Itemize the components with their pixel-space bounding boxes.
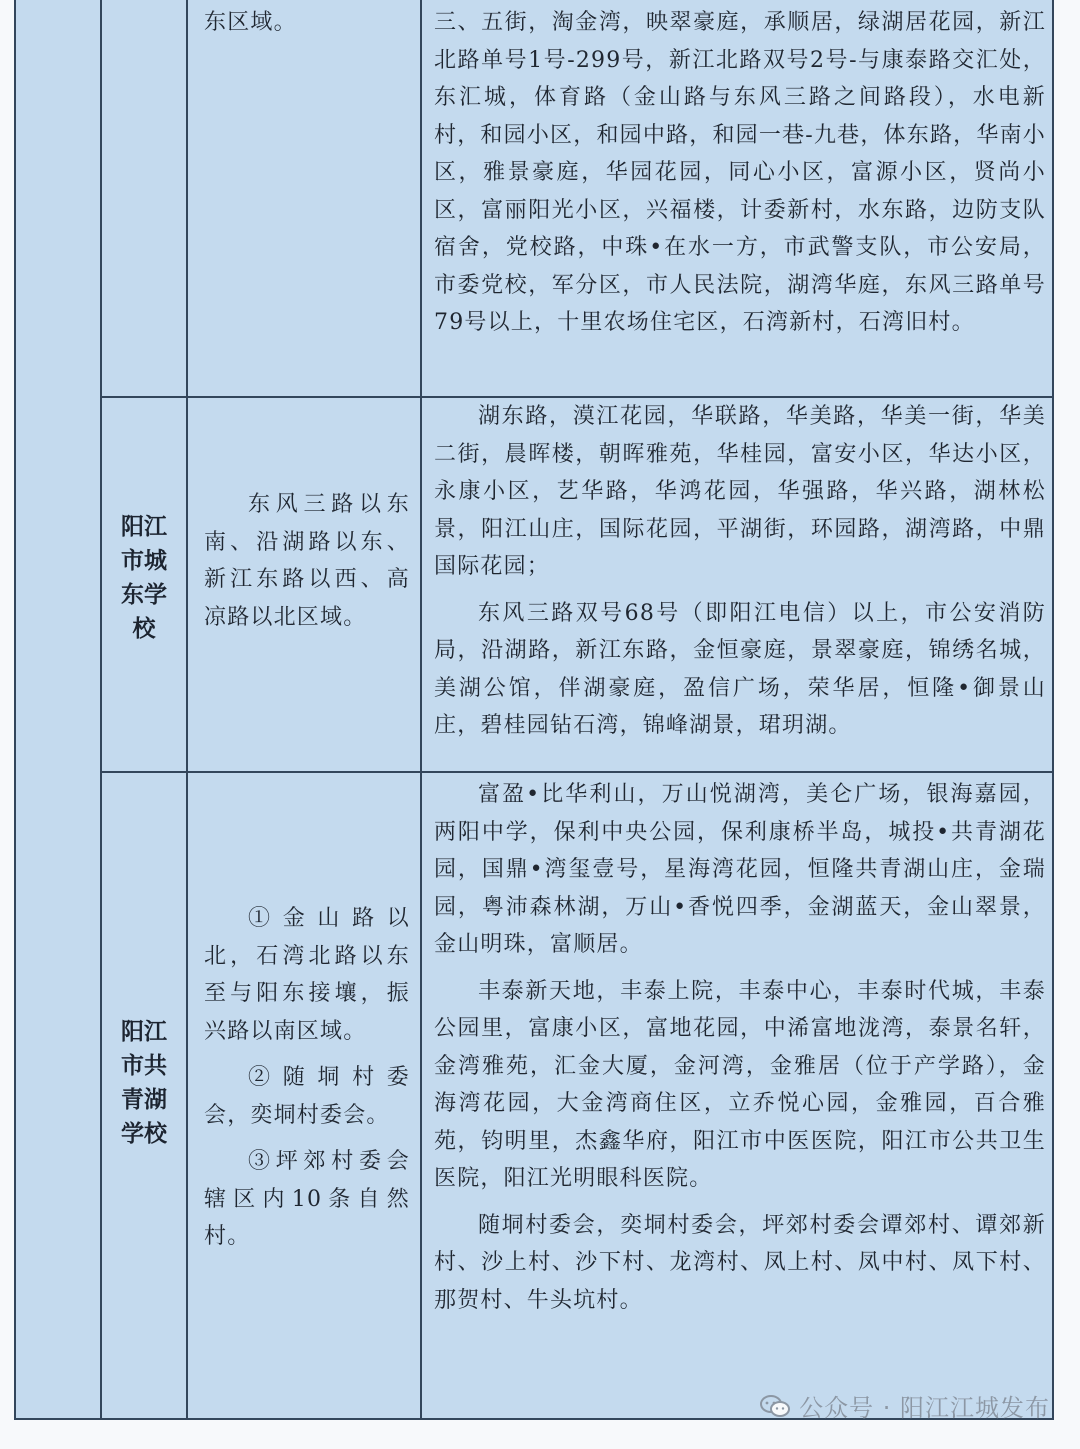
residential-list-cell (434, 776, 1046, 1319)
column-divider (186, 0, 188, 1418)
wechat-icon (759, 1394, 791, 1418)
residential-paragraph: 三、五街，淘金湾，映翠豪庭，承顺居，绿湖居花园，新江北路单号1号-299号，新江北路双号2号-与康泰路交汇处，东汇城，体育路（金山路与东风三路之间路段），水电新村，和园小区，和园中路，和园一巷-九巷，体东路，华南小区，雅景豪庭，华园花园，同心小区，富源小区，贤尚小区，富丽阳光小区，兴福楼，计委新村，水东路，边防支队宿舍，党校路，中珠•在水一方，市武警支队，市公安局，市委党校，军分区，市人民法院，湖湾华庭，东风三路单号79号以上，十里农场住宅区，石湾新村，石湾旧村。 (434, 10, 1046, 335)
area-item: ②随垌村委会，奕垌村委会。 (204, 1065, 410, 1128)
area-cell (204, 4, 410, 42)
residential-paragraph: 随垌村委会，奕垌村委会，坪郊村委会谭郊村、谭郊新村、沙上村、沙下村、龙湾村、凤上村、凤中村、凤下村、那贺村、牛头坑村。 (434, 1212, 1046, 1313)
residential-paragraph: 富盈•比华利山，万山悦湖湾，美仑广场，银海嘉园，两阳中学，保利中央公园，保利康桥半岛，城投•共青湖花园，国鼎•湾玺壹号，星海湾花园，恒隆共青湖山庄，金瑞园，粤沛森林湖，万山•香悦四季，金湖蓝天，金山翠景，金山明珠，富顺居。 (434, 782, 1046, 957)
school-name: 阳江 市共 青湖 学校 (121, 1019, 167, 1147)
area-item: ①金山路以北，石湾北路以东至与阳东接壤，振兴路以南区域。 (204, 906, 410, 1044)
column-divider (420, 0, 422, 1418)
residential-paragraph: 湖东路，漠江花园，华联路，华美路，华美一街，华美二街，晨晖楼，朝晖雅苑，华桂园，富安小区，华达小区，永康小区，艺华路，华鸿花园，华强路，华兴路，湖林松景，阳江山庄，国际花园，平湖街，环园路，湖湾路，中鼎国际花园； (434, 404, 1046, 579)
watermark (759, 1388, 1050, 1423)
residential-list-cell (434, 4, 1046, 342)
table-row (102, 0, 186, 396)
area-item: ③坪郊村委会辖区内10条自然村。 (204, 1149, 410, 1249)
residential-paragraph: 丰泰新天地，丰泰上院，丰泰中心，丰泰时代城，丰泰公园里，富康小区，富地花园，中浠富地泷湾，泰景名轩，金湾雅苑，汇金大厦，金河湾，金雅居（位于产学路），金海湾花园，大金湾商住区，立乔悦心园，金雅园，百合雅苑，钧明里，杰鑫华府，阳江市中医医院，阳江市公共卫生医院，阳江光明眼科医院。 (434, 978, 1046, 1191)
school-name: 阳江 市城 东学 校 (121, 514, 167, 642)
area-description: 东区域。 (204, 10, 297, 35)
area-cell (204, 900, 410, 1256)
school-district-table (14, 0, 1054, 1420)
area-description: 东风三路以东南、沿湖路以东、新江东路以西、高凉路以北区域。 (204, 492, 410, 630)
watermark-text: 公众号 · 阳江江城发布 (799, 1394, 1050, 1422)
row-divider (100, 771, 1054, 773)
area-cell (204, 486, 410, 636)
residential-list-cell (434, 398, 1046, 745)
residential-paragraph: 东风三路双号68号（即阳江电信）以上，市公安消防局，沿湖路，新江东路，金恒豪庭，景翠豪庭，锦绣名城，美湖公馆，伴湖豪庭，盈信广场，荣华居，恒隆•御景山庄，碧桂园钻石湾，锦峰湖景，珺玥湖。 (434, 600, 1046, 738)
